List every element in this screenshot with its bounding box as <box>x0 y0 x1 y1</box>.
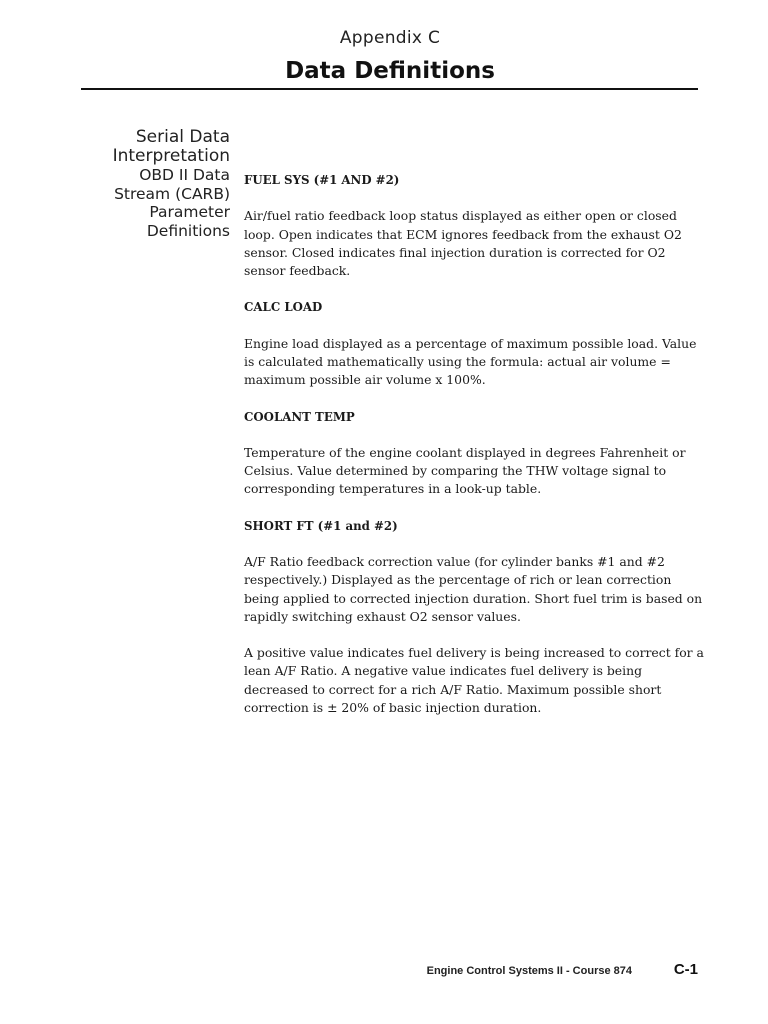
definition-title: COOLANT TEMP <box>244 409 355 424</box>
definition-body: Air/fuel ratio feedback loop status displayed as either open or closed loop. Open indicates that ECM ignores feedback from the exhaust O2 sensor. Closed indicates final injection duration is corrected for O2 sensor feedback. <box>244 208 682 278</box>
definition-title: SHORT FT (#1 and #2) <box>244 518 398 533</box>
definition-body: Engine load displayed as a percentage of maximum possible load. Value is calculated mathematically using the formula: actual air volume = maximum possible air volume x 100%. <box>244 335 697 388</box>
definition-calc-load <box>244 298 704 389</box>
sidebar-heading <box>30 128 230 240</box>
sidebar-subheading-line: Stream (CARB) <box>114 184 230 203</box>
sidebar-heading-line: Interpretation <box>112 146 230 166</box>
sidebar-subheading-line: Definitions <box>146 221 230 240</box>
definition-short-ft <box>244 517 704 717</box>
page-title: Data Definitions <box>285 58 495 84</box>
header-divider <box>81 88 698 90</box>
sidebar-subheading-line: Parameter <box>149 203 230 222</box>
sidebar-subheading-line: OBD II Data <box>139 166 230 184</box>
definition-body: Temperature of the engine coolant displayed in degrees Fahrenheit or Celsius. Value determined by comparing the THW voltage signal to corresponding temperatures in a look-up table. <box>244 444 686 497</box>
definitions-list <box>244 171 704 735</box>
appendix-label: Appendix C <box>339 28 441 48</box>
definition-title: FUEL SYS (#1 AND #2) <box>244 173 400 187</box>
sidebar-heading-line: Serial Data <box>135 127 230 147</box>
definition-coolant-temp <box>244 408 704 499</box>
page-number: C-1 <box>673 961 698 978</box>
definition-title: CALC LOAD <box>244 300 323 315</box>
definition-fuel-sys <box>244 171 704 280</box>
definition-body: A/F Ratio feedback correction value (for cylinder banks #1 and #2 respectively.) Displayed as the percentage of rich or lean correction being applied to corrected injection duration. Short fuel trim is based on rapidly switching exhaust O2 sensor values. <box>244 554 703 624</box>
definition-body: A positive value indicates fuel delivery is being increased to correct for a lean A/F Ratio. A negative value indicates fuel delivery is being decreased to correct for a rich A/F Ratio. Maximum possible short correction is ± 20% of basic injection duration. <box>244 645 704 715</box>
footer-course-label: Engine Control Systems II - Course 874 <box>426 965 632 977</box>
